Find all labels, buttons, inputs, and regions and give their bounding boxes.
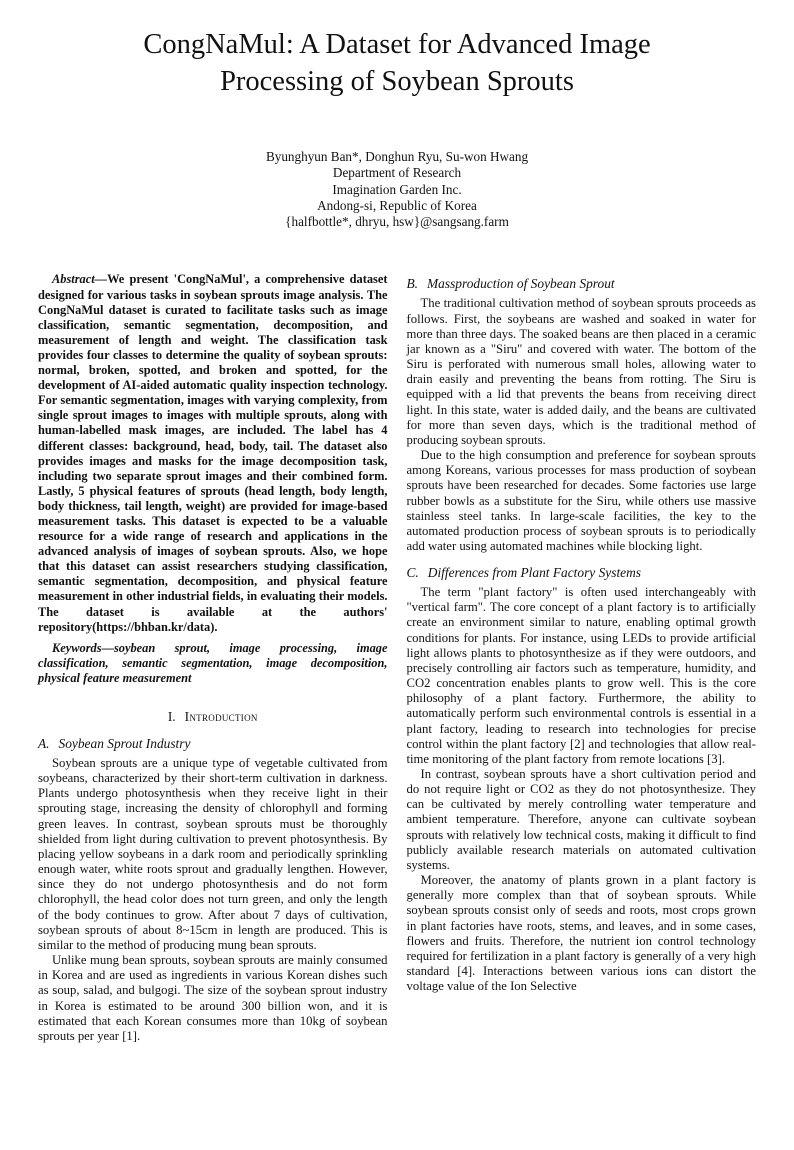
- author-block: [0, 149, 794, 230]
- author-names: Byunghyun Ban*, Donghun Ryu, Su-won Hwang: [265, 149, 529, 164]
- subsection-c-title: Differences from Plant Factory Systems: [427, 565, 641, 581]
- abstract-text: We present 'CongNaMul', a comprehensive dataset designed for various tasks in soybean sprouts image analysis. The CongNaMul dataset is curated to facilitate tasks such as image classification, semantic segmentation, decomposition, and measurement of length and weight. The classification task provides four classes to determine the quality of soybean sprouts: normal, broken, spotted, and broken and spotted, for the development of AI-aided automatic quality inspection technology. For semantic segmentation, images with varying complexity, from single sprout images to images with multiple sprouts, along with human-labelled mask images, are included. The label has 4 different classes: background, head, body, tail. The dataset also provides images and masks for the image decomposition task, including two separate sprout images and their combined form. Lastly, 5 physical features of sprouts (head length, body length, body thickness, tail length, weight) are provided for image-based measurement tasks. This dataset is expected to be a valuable resource for a wide range of research and applications in the advanced analysis of images of soybean sprouts. Also, we hope that this dataset can assist researchers studying classification, semantic segmentation, decomposition, and physical feature measurement in other industrial fields, in evaluating their models. The dataset is available at the authors' repository(https://bhban.kr/data).: [38, 272, 388, 634]
- keywords-label: Keywords—: [52, 640, 114, 655]
- subsection-heading-b: [407, 276, 757, 292]
- keywords-text: soybean sprout, image processing, image classification, semantic segmentation, image decomposition, physical feature measurement: [38, 640, 388, 685]
- subsection-c-label: C.: [406, 565, 419, 581]
- right-column: [407, 272, 757, 994]
- paragraph-b2: Due to the high consumption and preference for soybean sprouts among Koreans, various processes for mass production of soybean sprouts have been researched for decades. Some factories use large rubber bowls as a substitute for the Siru, while others use massive stainless steel tanks. In large-scale facilities, the key to the automated production process of soybean sprouts is to periodically add water using automated machines while blocking light.: [406, 448, 756, 553]
- paragraph-c2: In contrast, soybean sprouts have a short cultivation period and do not require light or CO2 as they do not photosynthesize. They can be cultivated by merely controlling water temperature and ambient temperature. Therefore, anyone can cultivate soybean sprouts with relatively low technical costs, making it difficult to find publicly available research materials on automated cultivation systems.: [406, 767, 756, 872]
- subsection-a-label: A.: [38, 736, 50, 752]
- subsection-a-title: Soybean Sprout Industry: [58, 736, 191, 752]
- author-location: Andong-si, Republic of Korea: [317, 197, 477, 213]
- author-emails: {halfbottle*, dhryu, hsw}@sangsang.farm: [285, 214, 509, 230]
- paragraph-a1: Soybean sprouts are a unique type of vegetable cultivated from soybeans, characterized by their short-term cultivation in darkness. Plants undergo photosynthesis when they receive light in their sprouting stage, increasing the density of chlorophyll and forming green leaves. In contrast, soybean sprouts must be thoroughly shielded from light during cultivation to prevent photosynthesis. By placing yellow soybeans in a dark room and periodically sprinkling enough water, white roots sprout and gradually lengthen. However, since they do not undergo photosynthesis and do not form chlorophyll, the head color does not turn green, and only the length of the body continues to grow. After about 7 days of cultivation, soybean sprouts of about 8~15cm in length are produced. This is similar to the method of producing mung bean sprouts.: [38, 756, 388, 952]
- paragraph-c3: Moreover, the anatomy of plants grown in a plant factory is generally more complex than that of soybean sprouts. While soybean sprouts consist only of seeds and roots, most crops grown in plant factories have roots, stems, and leaves, and in some cases, flowers and fruits. Therefore, the nutrient ion control technology required for fertilization in a plant factory is generally of a very high standard [4]. Interactions between various ions can distort the voltage value of the Ion Selective: [406, 873, 756, 994]
- author-department: Department of Research: [332, 165, 462, 181]
- paragraph-c1: The term "plant factory" is often used interchangeably with "vertical farm". The core concept of a plant factory is to artificially create an environment similar to nature, enabling optimal growth conditions for plants. For instance, using LEDs to provide artificial light allows plants to photosynthesize as if they were outdoors, and precisely controlling air factors such as temperature, humidity, and CO2 concentration enables plants to grow well. This is the core philosophy of a plant factory. Furthermore, the ability to automatically perform such environmental controls is essential in a plant factory, leading to research into technologies for precise control within the plant factory [2] and technologies that allow real-time monitoring of the plant factory from remote locations [3].: [406, 585, 756, 766]
- abstract-paragraph: [38, 272, 388, 634]
- subsection-b-label: B.: [406, 276, 419, 292]
- abstract-label: Abstract—: [52, 272, 108, 287]
- section-heading-introduction: [38, 709, 388, 725]
- subsection-b-title: Massproduction of Soybean Sprout: [427, 276, 615, 292]
- section-title: Introduction: [184, 709, 258, 725]
- paragraph-b1: The traditional cultivation method of soybean sprouts proceeds as follows. First, the soybeans are washed and soaked in water for more than three days. The soaked beans are then placed in a ceramic jar known as a "Siru" and covered with water. The bottom of the Siru is perforated with numerous small holes, allowing water to drain easily and preventing the beans from rotting. The Siru is equipped with a lid that prevents the beans from receiving direct light. In this state, water is added daily, and the beans are cultivated for more than seven days, which is the traditional method of producing soybean sprouts.: [406, 296, 756, 447]
- section-number: I.: [167, 709, 176, 725]
- two-column-body: [0, 272, 794, 1044]
- author-organization: Imagination Garden Inc.: [332, 181, 462, 197]
- subsection-heading-c: [407, 565, 757, 581]
- paragraph-a2: Unlike mung bean sprouts, soybean sprouts are mainly consumed in Korea and are used as ingredients in various Korean dishes such as soup, salad, and bulgogi. The size of the soybean sprout industry in Korea is estimated to be around 300 billion won, and it is estimated that each Korean consumes more than 10kg of soybean sprouts per year [1].: [38, 953, 388, 1043]
- paper-title: CongNaMul: A Dataset for Advanced Image Processing of Soybean Sprouts: [143, 29, 651, 97]
- left-column: [38, 272, 388, 1044]
- keywords-paragraph: [38, 641, 388, 686]
- subsection-heading-a: [38, 736, 388, 752]
